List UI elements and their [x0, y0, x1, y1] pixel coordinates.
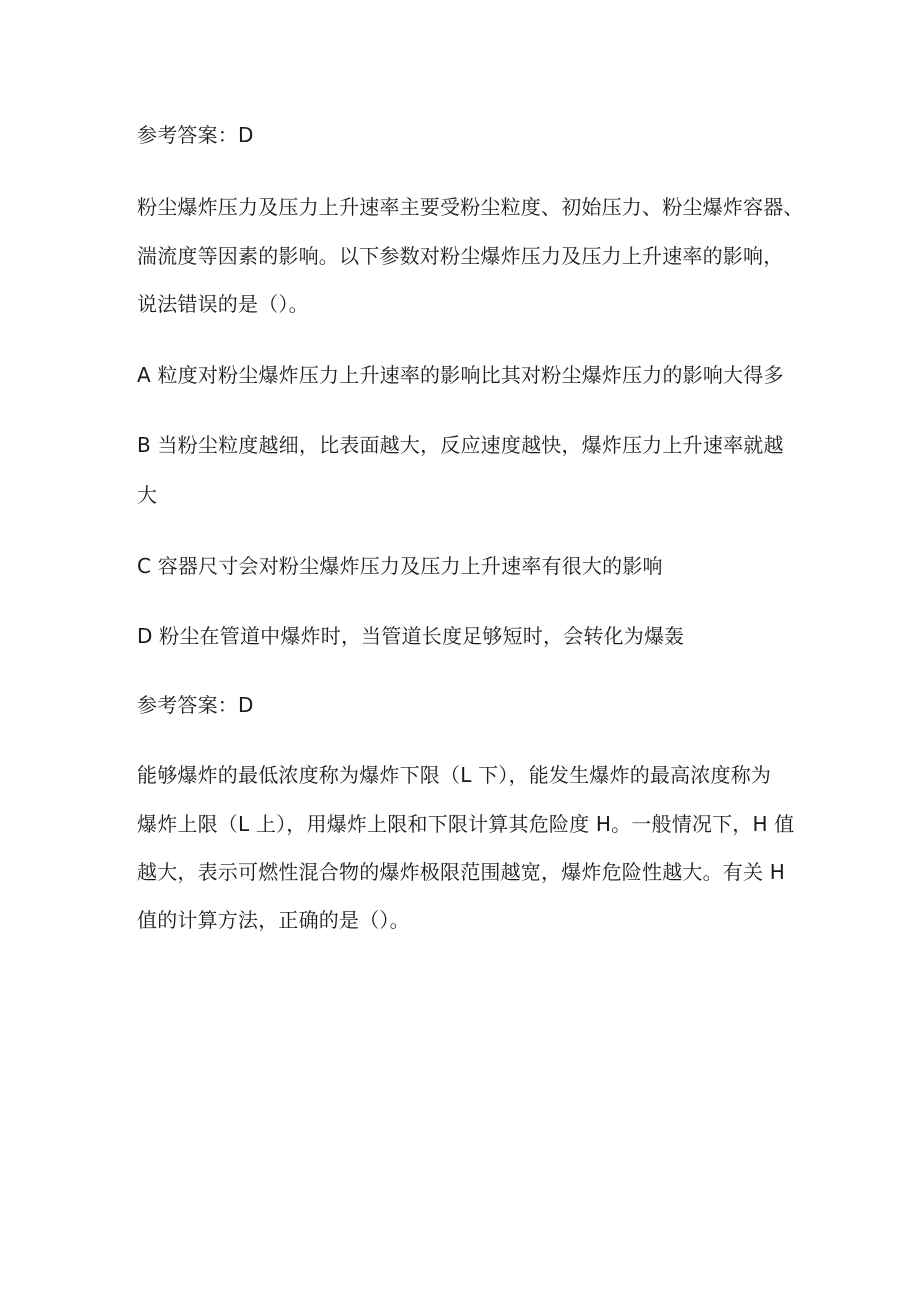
question-text-line-4: 值的计算方法，正确的是（）。 — [137, 908, 410, 932]
answer-line: 参考答案：D — [137, 123, 254, 147]
answer-line: 参考答案：D — [137, 693, 254, 717]
option-c: C 容器尺寸会对粉尘爆炸压力及压力上升速率有很大的影响 — [137, 554, 663, 578]
question-text-line-3: 越大，表示可燃性混合物的爆炸极限范围越宽，爆炸危险性越大。有关 H — [137, 860, 785, 884]
option-d: D 粉尘在管道中爆炸时，当管道长度足够短时，会转化为爆轰 — [137, 624, 685, 648]
question-text-line-1: 能够爆炸的最低浓度称为爆炸下限（L 下），能发生爆炸的最高浓度称为 — [137, 763, 772, 787]
question-text-line-2: 湍流度等因素的影响。以下参数对粉尘爆炸压力及压力上升速率的影响， — [137, 244, 784, 268]
option-a: A 粒度对粉尘爆炸压力上升速率的影响比其对粉尘爆炸压力的影响大得多 — [137, 363, 784, 387]
option-b-line-2: 大 — [137, 483, 158, 507]
question-text-line-3: 说法错误的是（）。 — [137, 292, 309, 316]
question-text-line-1: 粉尘爆炸压力及压力上升速率主要受粉尘粒度、初始压力、粉尘爆炸容器、 — [137, 195, 804, 219]
question-text-line-2: 爆炸上限（L 上），用爆炸上限和下限计算其危险度 H。一般情况下，H 值 — [137, 812, 795, 836]
option-b-line-1: B 当粉尘粒度越细，比表面越大，反应速度越快，爆炸压力上升速率就越 — [137, 433, 784, 457]
